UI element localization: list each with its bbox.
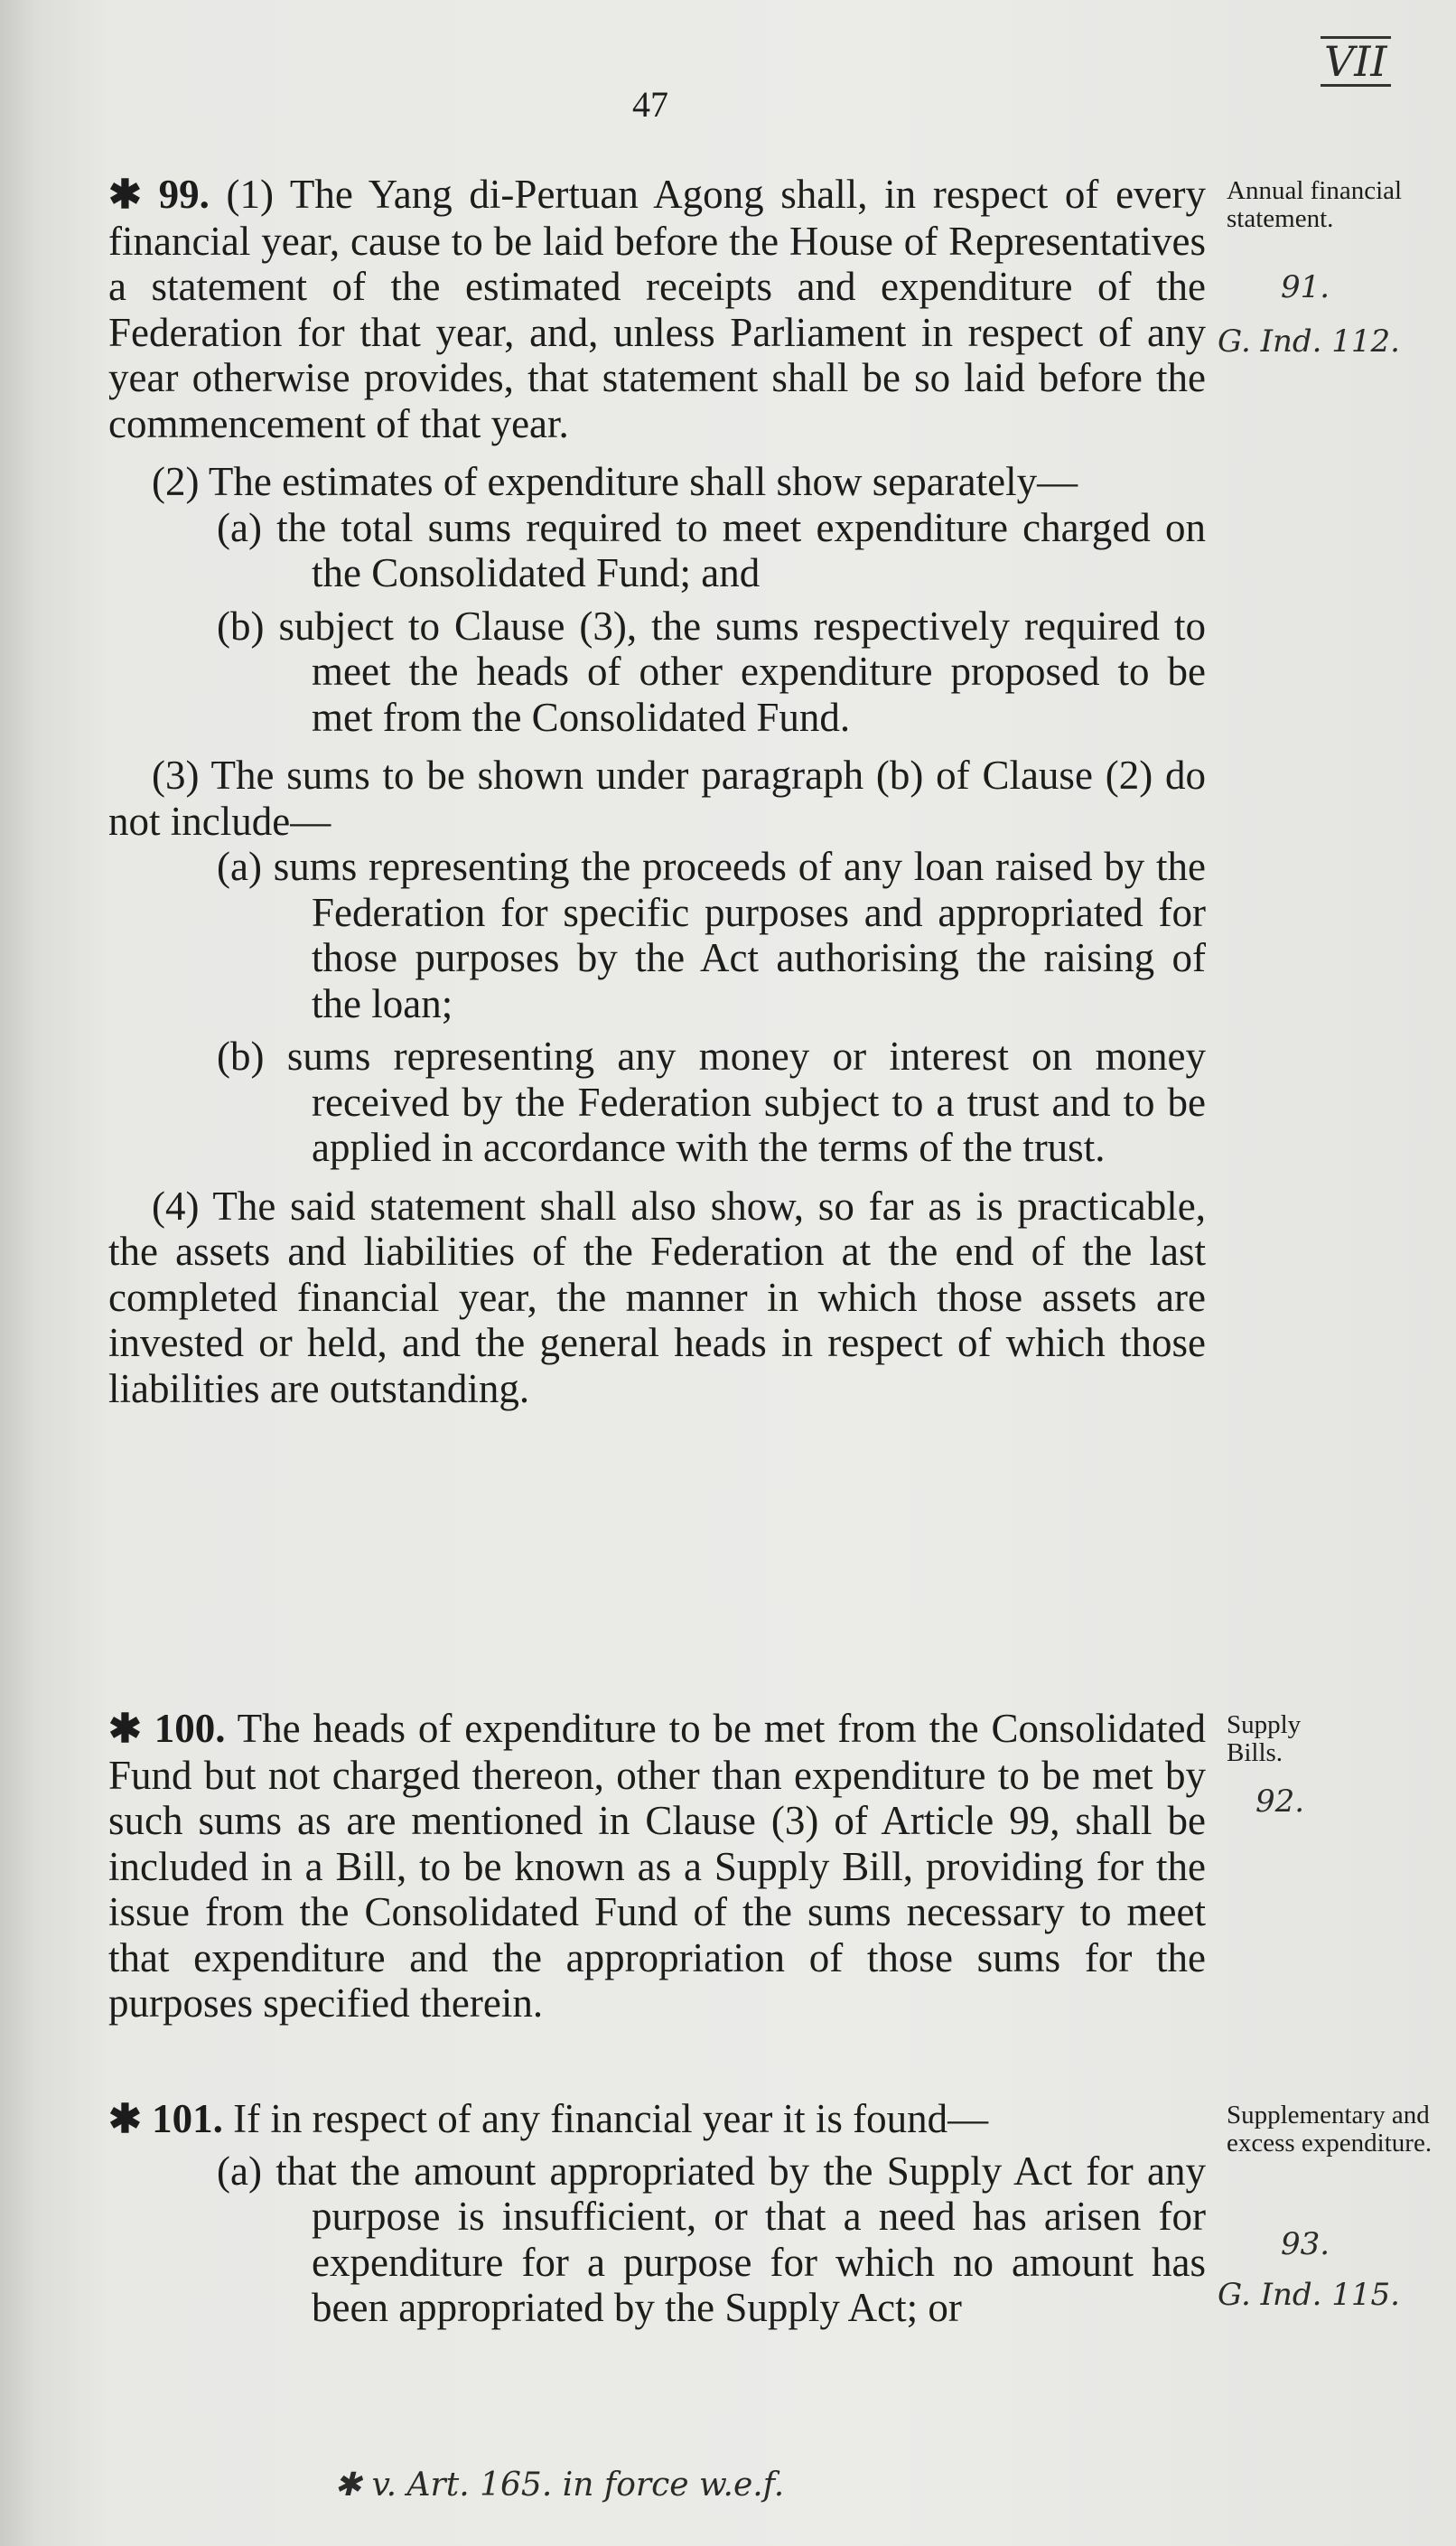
article-99-clause-4: (4) The said statement shall also show, so far as is practicable, the assets and liabilities of the Federation at the end of the last completed financial year, the manner in which those assets are invested or held, and the general heads in respect of which those liabilities are outstanding.: [108, 1183, 1206, 1411]
margin-note-article-101: Supplementary and excess expenditure.: [1227, 2101, 1433, 2158]
clause-text: (1) The Yang di-Pertuan Agong shall, in respect of every financial year, cause to be laid before the House of Representatives a statement of the estimated receipts and expenditure of the Federation for that year, and, unless Parliament in respect of any year otherwise provides, that statement shall be so laid before the commencement of that year.: [108, 172, 1207, 446]
margin-note-article-100: Supply Bills.: [1227, 1710, 1302, 1767]
article-99-clause-2-intro: (2) The estimates of expenditure shall show separately—: [152, 459, 1078, 504]
asterisk-mark-icon: ✱: [108, 1707, 142, 1751]
article-intro-text: If in respect of any financial year it is found—: [233, 2096, 989, 2141]
article-99-clause-1: [108, 172, 1206, 446]
handwritten-ref: G. Ind. 112.: [1218, 323, 1400, 360]
handwritten-roman-numeral: VII: [1321, 36, 1391, 87]
article-100-text: [108, 1706, 1206, 2027]
handwritten-ref: 93.: [1281, 2226, 1330, 2262]
handwritten-footer-note: ✱ v. Art. 165. in force w.e.f.: [334, 2466, 785, 2504]
handwritten-ref: G. Ind. 115.: [1218, 2277, 1400, 2313]
article-101-intro: [108, 2096, 1206, 2143]
asterisk-mark-icon: ✱: [108, 2097, 142, 2141]
article-99-clause-2-b: (b) subject to Clause (3), the sums respectively required to meet the heads of other expenditure proposed to be met from the Consolidated Fund.: [217, 603, 1206, 740]
article-text: The heads of expenditure to be met from the Consolidated Fund but not charged thereon, other than expenditure to be met by such sums as are mentioned in Clause (3) of Article 99, shall be included in a Bill, to be known as a Supply Bill, providing for the issue from the Consolidated Fund of the sums necessary to meet that expenditure and the appropriation of those sums for the purposes specified therein.: [108, 1706, 1207, 2026]
article-number: 99.: [158, 172, 210, 217]
margin-note-article-99: Annual financial statement.: [1227, 176, 1403, 233]
handwritten-ref: 91.: [1281, 269, 1330, 305]
article-99-clause-3-intro: (3) The sums to be shown under paragraph (b) of Clause (2) do not include—: [108, 753, 1206, 844]
article-number: 101.: [152, 2096, 223, 2141]
page-number: 47: [632, 84, 668, 125]
article-100: [108, 1706, 1206, 2027]
asterisk-mark-icon: ✱: [108, 173, 142, 217]
article-101: [108, 2096, 1206, 2331]
article-number: 100.: [154, 1706, 226, 1751]
article-99-clause-2-a: (a) the total sums required to meet expenditure charged on the Consolidated Fund; and: [217, 504, 1206, 595]
article-99-clause-3-a: (a) sums representing the proceeds of any loan raised by the Federation for specific purposes and appropriated for those purposes by the Act authorising the raising of the loan;: [217, 844, 1206, 1026]
article-99: [108, 172, 1206, 1411]
article-99-clause-3-b: (b) sums representing any money or interest on money received by the Federation subject to a trust and to be applied in accordance with the terms of the trust.: [217, 1034, 1206, 1170]
handwritten-ref: 92.: [1255, 1783, 1305, 1820]
article-101-clause-a: (a) that the amount appropriated by the Supply Act for any purpose is insufficient, or that a need has arisen for expenditure for a purpose for which no amount has been appropriated by the Supply Act; or: [217, 2148, 1206, 2330]
